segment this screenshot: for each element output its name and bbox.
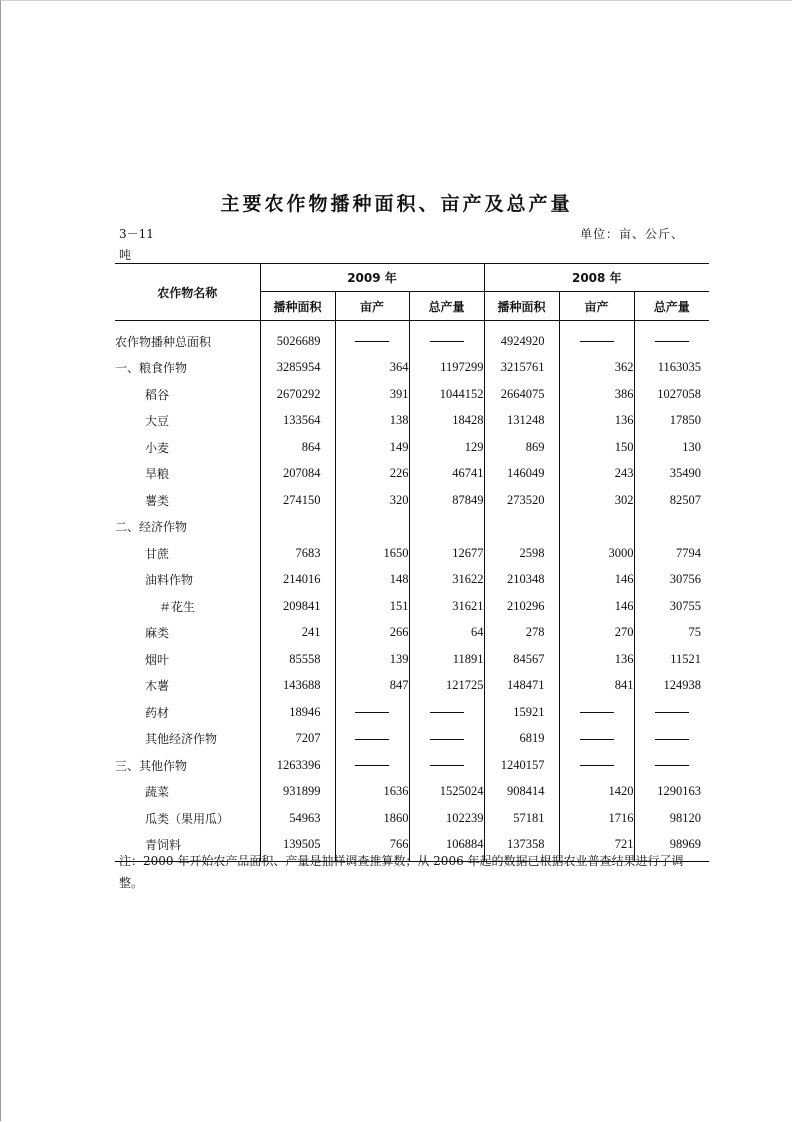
total-2008-cell: 35490 (634, 461, 709, 488)
area-2008-cell: 146049 (484, 461, 559, 488)
area-2009-cell: 207084 (260, 461, 335, 488)
table-row (115, 355, 709, 382)
crop-name-cell: 蔬菜 (145, 785, 170, 800)
total-2009-cell: 46741 (409, 461, 484, 488)
table-row (115, 408, 709, 435)
total-2009-cell: 106884 (409, 832, 484, 862)
table-row (115, 620, 709, 647)
total-2009-cell: 102239 (409, 805, 484, 832)
not-applicable-dash (430, 765, 464, 766)
yield-2009-dash-cell (335, 321, 409, 355)
area-2008-cell: 6819 (484, 726, 559, 753)
not-applicable-dash (580, 712, 614, 713)
crop-name-cell: 木薯 (145, 679, 170, 694)
yield-2008-cell: 3000 (559, 540, 634, 567)
area-2008-cell (484, 514, 559, 541)
total-2008-cell: 1290163 (634, 779, 709, 806)
yield-2009-cell: 766 (335, 832, 409, 862)
yield-2009-cell: 1860 (335, 805, 409, 832)
yield-2009-cell: 320 (335, 487, 409, 514)
header-year-2008: 2008 年 (484, 264, 709, 292)
area-2008-cell: 1240157 (484, 752, 559, 779)
yield-2009-cell: 138 (335, 408, 409, 435)
crop-name-cell: 稻谷 (145, 387, 170, 402)
not-applicable-dash (580, 739, 614, 740)
total-2009-dash-cell (409, 321, 484, 355)
area-2008-cell: 278 (484, 620, 559, 647)
total-2008-dash-cell (634, 699, 709, 726)
total-2009-cell (409, 514, 484, 541)
not-applicable-dash (355, 739, 389, 740)
total-2008-cell: 130 (634, 434, 709, 461)
yield-2008-cell: 243 (559, 461, 634, 488)
area-2009-cell: 143688 (260, 673, 335, 700)
header-crop-name: 农作物名称 (115, 264, 260, 321)
total-2009-cell: 87849 (409, 487, 484, 514)
crop-name-cell: 三、其他作物 (115, 758, 188, 773)
area-2008-cell: 3215761 (484, 355, 559, 382)
total-2008-cell: 1027058 (634, 381, 709, 408)
total-2009-dash-cell (409, 699, 484, 726)
table-number: 3－11 (119, 227, 154, 241)
area-2009-cell: 85558 (260, 646, 335, 673)
unit-label-wrap: 吨 (119, 248, 132, 262)
area-2009-cell: 139505 (260, 832, 335, 862)
total-2008-dash-cell (634, 752, 709, 779)
area-2009-cell: 214016 (260, 567, 335, 594)
area-2009-cell: 1263396 (260, 752, 335, 779)
not-applicable-dash (580, 341, 614, 342)
total-2009-dash-cell (409, 726, 484, 753)
header-year-2009: 2009 年 (260, 264, 484, 292)
crop-name-cell: 青饲料 (115, 832, 260, 862)
not-applicable-dash (580, 765, 614, 766)
table-row (115, 752, 709, 779)
table-row (115, 646, 709, 673)
yield-2008-cell: 1420 (559, 779, 634, 806)
table-row (115, 487, 709, 514)
table-row (115, 514, 709, 541)
table-row (115, 540, 709, 567)
area-2009-cell: 274150 (260, 487, 335, 514)
crop-name-cell: 油料作物 (145, 573, 194, 588)
total-2008-cell: 11521 (634, 646, 709, 673)
area-2009-cell: 18946 (260, 699, 335, 726)
table-row (115, 699, 709, 726)
yield-2008-cell: 136 (559, 646, 634, 673)
header-yield-2008: 亩产 (559, 292, 634, 321)
total-2008-cell: 124938 (634, 673, 709, 700)
total-2008-cell: 98969 (634, 832, 709, 862)
footnote: 注：2000 年开始农产品面积、产量是抽样调查推算数；从 2006 年起的数据已根据农业普查结果进行了调整。 (119, 854, 684, 890)
total-2009-cell: 1197299 (409, 355, 484, 382)
header-total-2008: 总产量 (634, 292, 709, 321)
total-2008-cell (634, 514, 709, 541)
table-row (115, 593, 709, 620)
crop-name-cell: 薯类 (145, 493, 170, 508)
area-2009-cell: 209841 (260, 593, 335, 620)
crop-name-cell: 甘蔗 (145, 546, 170, 561)
total-2008-cell: 1163035 (634, 355, 709, 382)
not-applicable-dash (655, 341, 689, 342)
yield-2008-cell: 136 (559, 408, 634, 435)
total-2008-cell: 7794 (634, 540, 709, 567)
crop-name-cell: 麻类 (145, 626, 170, 641)
area-2008-cell: 273520 (484, 487, 559, 514)
area-2008-cell: 2598 (484, 540, 559, 567)
yield-2009-cell: 847 (335, 673, 409, 700)
area-2008-cell: 131248 (484, 408, 559, 435)
crop-name-cell: 旱粮 (145, 467, 170, 482)
page-title: 主要农作物播种面积、亩产及总产量 (220, 193, 573, 215)
total-2009-cell: 1044152 (409, 381, 484, 408)
total-2009-cell: 129 (409, 434, 484, 461)
total-2009-cell: 31621 (409, 593, 484, 620)
table-row (115, 381, 709, 408)
unit-label: 单位：亩、公斤、 (580, 227, 685, 241)
crop-name-cell: 二、经济作物 (115, 520, 188, 535)
not-applicable-dash (355, 712, 389, 713)
yield-2008-dash-cell (559, 752, 634, 779)
yield-2009-cell: 151 (335, 593, 409, 620)
table-row (115, 779, 709, 806)
yield-2008-cell: 1716 (559, 805, 634, 832)
crop-name-cell: 烟叶 (145, 652, 170, 667)
not-applicable-dash (655, 739, 689, 740)
crop-name-cell: 大豆 (145, 414, 170, 429)
total-2008-cell: 82507 (634, 487, 709, 514)
total-2009-cell: 121725 (409, 673, 484, 700)
table-row (115, 726, 709, 753)
table-row (115, 461, 709, 488)
total-2009-cell: 18428 (409, 408, 484, 435)
total-2008-cell: 98120 (634, 805, 709, 832)
yield-2009-cell: 364 (335, 355, 409, 382)
header-area-2009: 播种面积 (260, 292, 335, 321)
yield-2008-cell (559, 514, 634, 541)
crop-name-cell: 其他经济作物 (145, 732, 218, 747)
area-2009-cell: 931899 (260, 779, 335, 806)
total-2008-cell: 30755 (634, 593, 709, 620)
total-2009-cell: 64 (409, 620, 484, 647)
table-row (115, 567, 709, 594)
not-applicable-dash (355, 765, 389, 766)
total-2008-cell: 75 (634, 620, 709, 647)
total-2009-cell: 12677 (409, 540, 484, 567)
area-2008-cell: 148471 (484, 673, 559, 700)
area-2009-cell: 3285954 (260, 355, 335, 382)
area-2008-cell: 137358 (484, 832, 559, 862)
yield-2008-dash-cell (559, 699, 634, 726)
yield-2009-cell: 148 (335, 567, 409, 594)
yield-2009-dash-cell (335, 726, 409, 753)
crop-name-cell: 农作物播种总面积 (115, 334, 212, 349)
area-2009-cell: 241 (260, 620, 335, 647)
yield-2008-cell: 721 (559, 832, 634, 862)
table-row (115, 673, 709, 700)
area-2009-cell: 5026689 (260, 321, 335, 355)
yield-2008-cell: 270 (559, 620, 634, 647)
area-2009-cell: 864 (260, 434, 335, 461)
total-2008-dash-cell (634, 726, 709, 753)
header-yield-2009: 亩产 (335, 292, 409, 321)
total-2009-cell: 11891 (409, 646, 484, 673)
yield-2009-cell: 266 (335, 620, 409, 647)
table-body (115, 321, 709, 862)
crop-name-cell: 瓜类（果用瓜） (145, 811, 230, 826)
area-2009-cell: 54963 (260, 805, 335, 832)
area-2009-cell: 7207 (260, 726, 335, 753)
area-2009-cell (260, 514, 335, 541)
crop-name-cell: 小麦 (145, 440, 170, 455)
area-2008-cell: 210348 (484, 567, 559, 594)
not-applicable-dash (355, 341, 389, 342)
area-2008-cell: 210296 (484, 593, 559, 620)
total-2008-cell: 17850 (634, 408, 709, 435)
table-row (115, 805, 709, 832)
total-2009-cell: 1525024 (409, 779, 484, 806)
area-2008-cell: 2664075 (484, 381, 559, 408)
header-area-2008: 播种面积 (484, 292, 559, 321)
yield-2008-dash-cell (559, 726, 634, 753)
area-2009-cell: 2670292 (260, 381, 335, 408)
crop-name-cell: ＃花生 (159, 599, 196, 614)
area-2008-cell: 869 (484, 434, 559, 461)
total-2009-dash-cell (409, 752, 484, 779)
yield-2008-cell: 146 (559, 593, 634, 620)
total-2009-cell: 31622 (409, 567, 484, 594)
yield-2008-cell: 362 (559, 355, 634, 382)
area-2009-cell: 7683 (260, 540, 335, 567)
table-row (115, 434, 709, 461)
yield-2009-cell: 1650 (335, 540, 409, 567)
yield-2009-cell: 226 (335, 461, 409, 488)
yield-2009-cell: 139 (335, 646, 409, 673)
yield-2009-cell: 149 (335, 434, 409, 461)
crop-name-cell: 药材 (145, 705, 170, 720)
yield-2008-cell: 841 (559, 673, 634, 700)
total-2008-cell: 30756 (634, 567, 709, 594)
table-row (115, 321, 709, 355)
yield-2009-cell: 1636 (335, 779, 409, 806)
area-2008-cell: 84567 (484, 646, 559, 673)
yield-2008-cell: 386 (559, 381, 634, 408)
not-applicable-dash (430, 341, 464, 342)
yield-2008-cell: 146 (559, 567, 634, 594)
total-2008-dash-cell (634, 321, 709, 355)
area-2008-cell: 57181 (484, 805, 559, 832)
not-applicable-dash (430, 739, 464, 740)
area-2008-cell: 4924920 (484, 321, 559, 355)
yield-2009-cell (335, 514, 409, 541)
crop-name-cell: 一、粮食作物 (115, 361, 188, 376)
not-applicable-dash (430, 712, 464, 713)
area-2008-cell: 15921 (484, 699, 559, 726)
yield-2009-cell: 391 (335, 381, 409, 408)
not-applicable-dash (655, 712, 689, 713)
area-2008-cell: 908414 (484, 779, 559, 806)
not-applicable-dash (655, 765, 689, 766)
crop-statistics-table (115, 263, 709, 862)
yield-2009-dash-cell (335, 699, 409, 726)
yield-2008-cell: 150 (559, 434, 634, 461)
header-total-2009: 总产量 (409, 292, 484, 321)
yield-2008-dash-cell (559, 321, 634, 355)
yield-2009-dash-cell (335, 752, 409, 779)
yield-2008-cell: 302 (559, 487, 634, 514)
area-2009-cell: 133564 (260, 408, 335, 435)
